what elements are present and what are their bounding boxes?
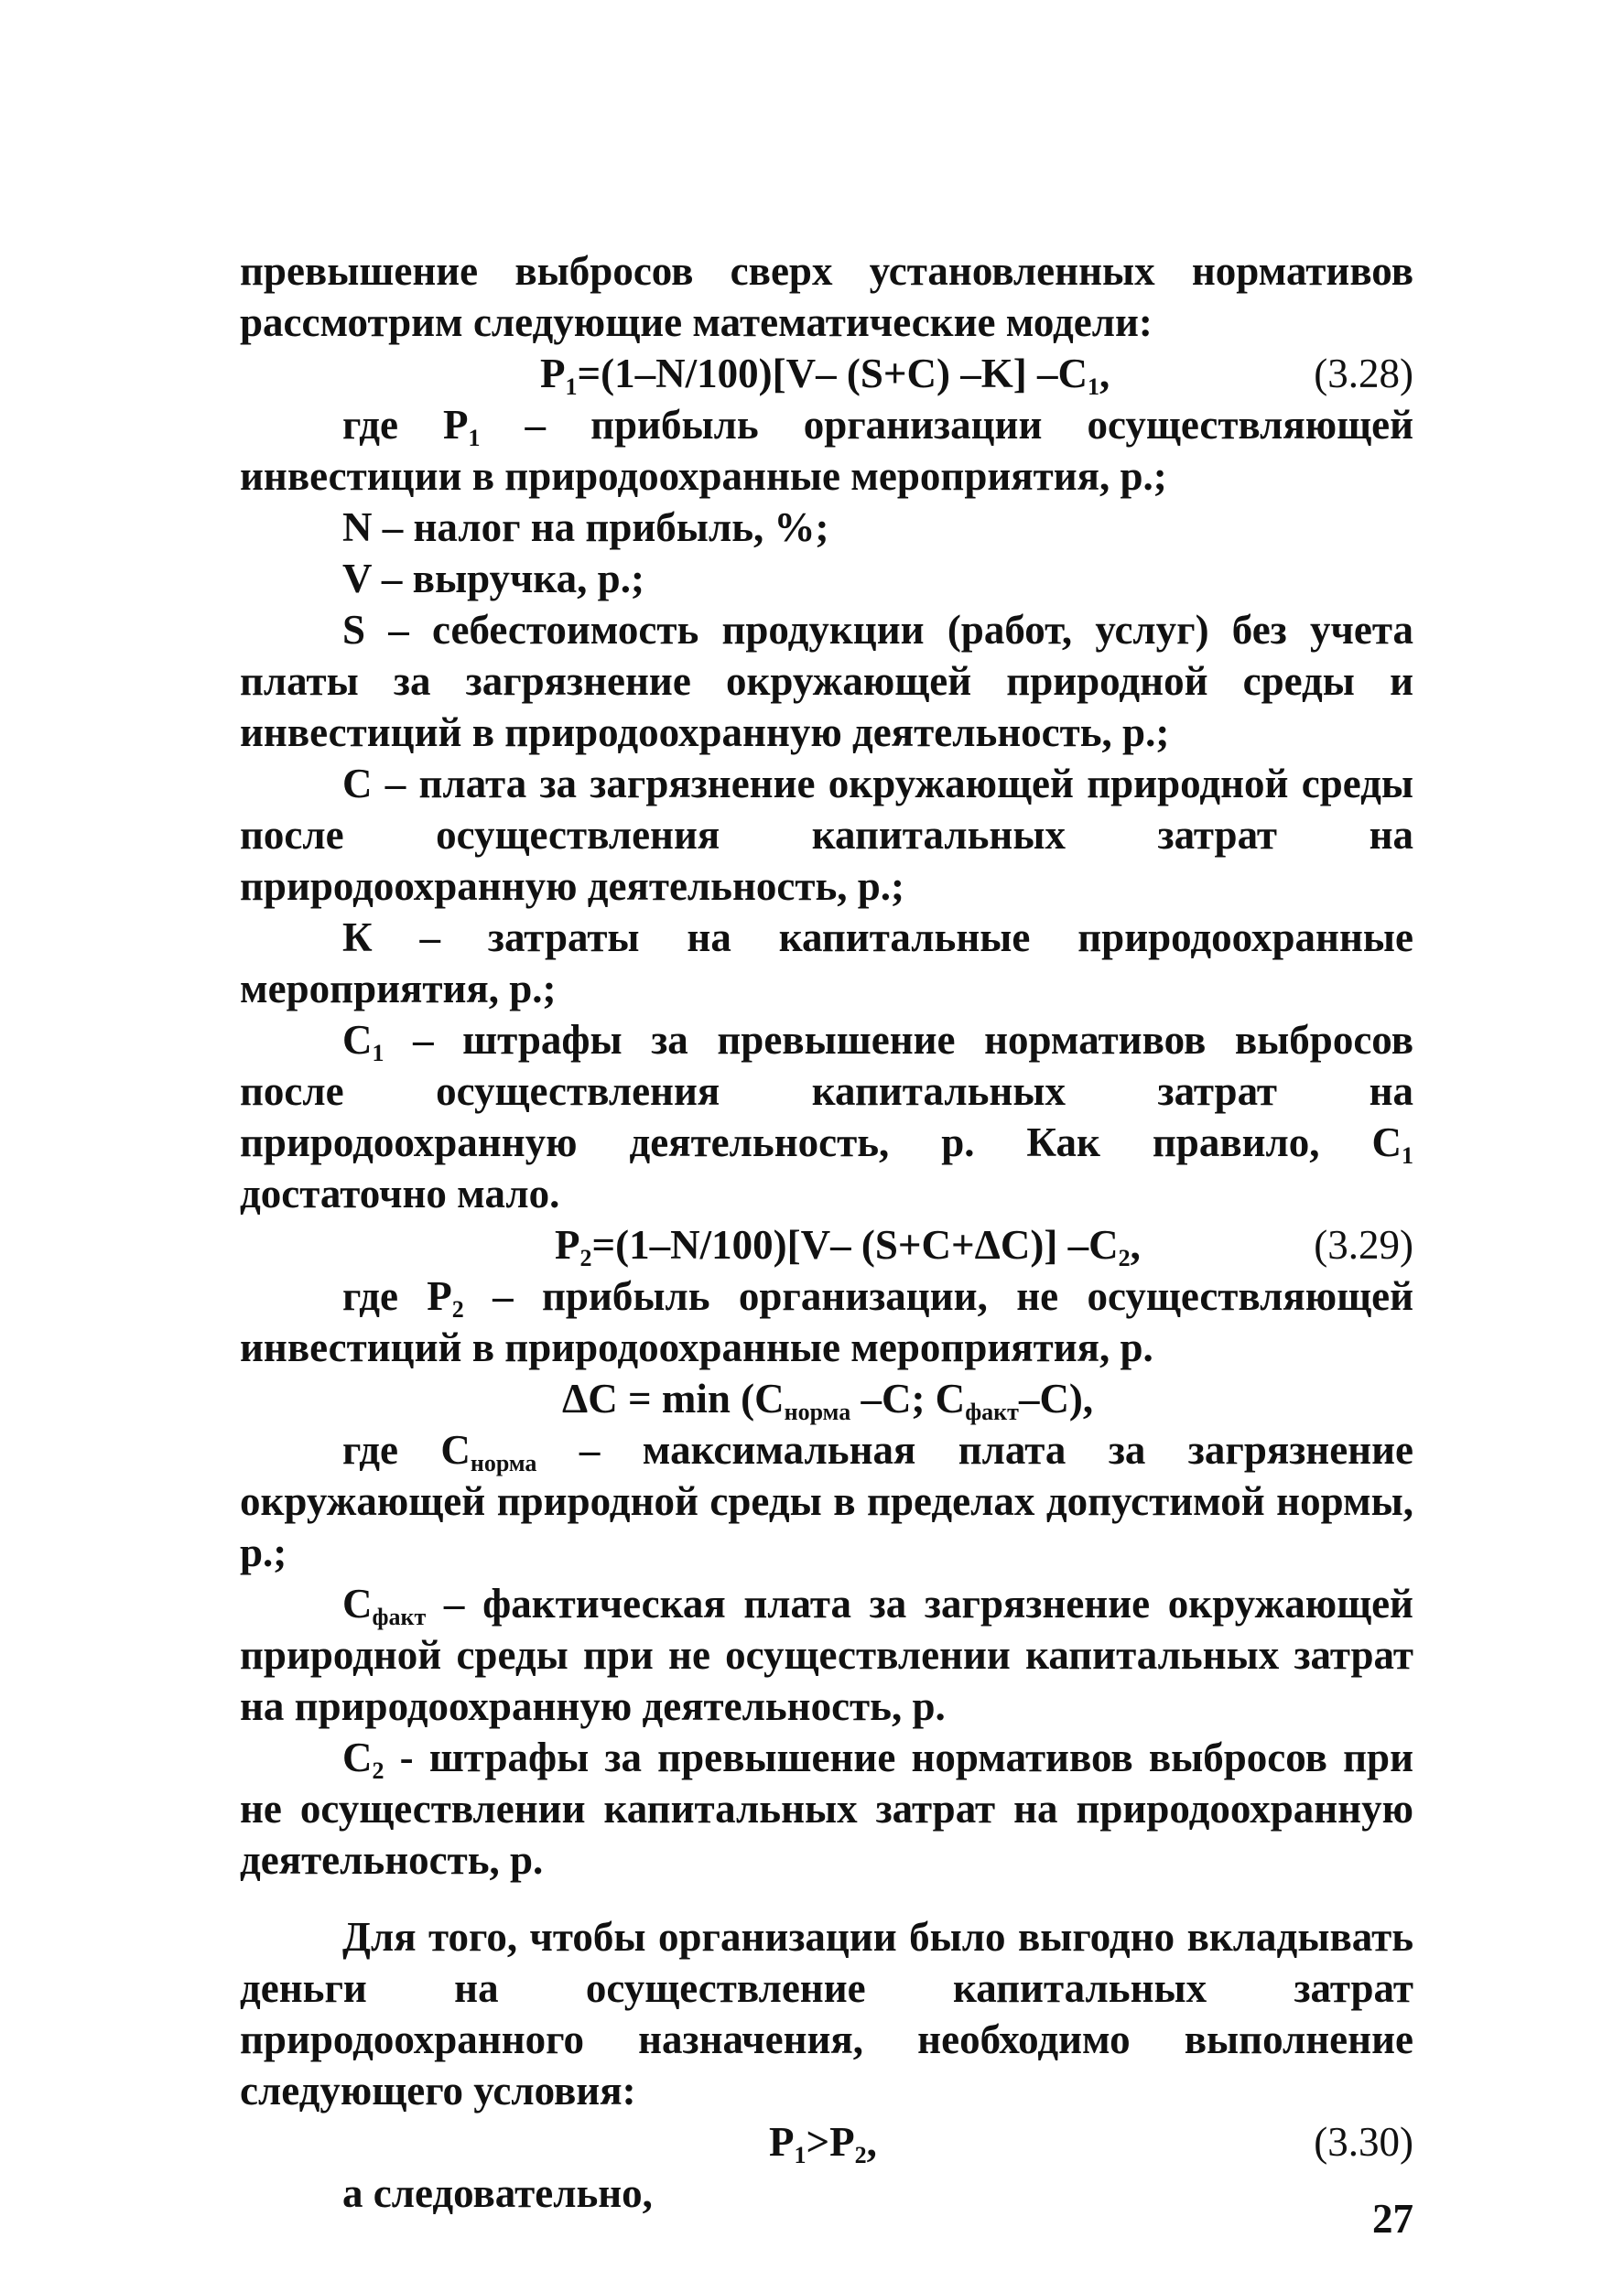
definition-k: К – затраты на капитальные природоохранные мероприятия, р.; [240,914,1413,1011]
paragraph-consequently: а следовательно, [342,2170,653,2216]
definition-v: V – выручка, р.; [342,556,644,601]
definition-c-norm: где $C_{норма}$ – максимальная плата за загрязнение окружающей природной среды в пределах допустимой нормы, р.; [240,1427,1414,1575]
paragraph-intro: превышение выбросов сверх установленных нормативов рассмотрим следующие математические модели: [240,248,1413,345]
definition-c: C – плата за загрязнение окружающей природной среды после осуществления капитальных затрат на природоохранную деятельность, р.; [240,761,1413,909]
formula-3-28 [240,348,1413,399]
formula-number: (3.28) [1314,351,1413,396]
definition-c-fact: $C_{факт}$ – фактическая плата за загрязнение окружающей природной среды при не осуществлении капитальных затрат на природоохранную деятельность, р. [240,1581,1413,1729]
definition-c2: $C_2$ - штрафы за превышение нормативов выбросов при не осуществлении капитальных затрат на природоохранную деятельность, р. [240,1735,1413,1883]
formula-expression: $P_1>P_2$, [769,2119,877,2168]
formula-expression: $P_2=(1-N/100)[V-$ (S+C+ΔC)] $-C_2$, [555,1222,1141,1271]
paragraph-condition: Для того, чтобы организации было выгодно вкладывать деньги на осуществление капитальных затрат природоохранного назначения, необходимо выполнение следующего условия: [240,1914,1413,2114]
definition-c1: $C_1$ – штрафы за превышение нормативов выбросов после осуществления капитальных затрат на природоохранную деятельность, р. Как правило, $C_1$ достаточно мало. [240,1017,1413,1216]
body-text [240,245,1413,2219]
definition-p1: где $P_1$ – прибыль организации осуществляющей инвестиции в природоохранные мероприятия, р.; [240,402,1414,499]
definition-n: N – налог на прибыль, %; [342,504,829,550]
page-number: 27 [1372,2196,1413,2242]
formula-number: (3.30) [1314,2119,1413,2165]
formula-delta-c [240,1373,1413,1424]
definition-p2: где $P_2$ – прибыль организации, не осуществляющей инвестиций в природоохранные мероприятия, р. [240,1273,1413,1370]
definition-s: S – себестоимость продукции (работ, услуг) без учета платы за загрязнение окружающей природной среды и инвестиций в природоохранную деятельность, р.; [240,607,1413,755]
formula-3-29 [240,1219,1413,1270]
formula-number: (3.29) [1314,1222,1413,1268]
formula-expression: $\Delta C = \min (C_{норма}$ –C; $C_{факт}-C$), [562,1376,1094,1425]
formula-3-30 [240,2116,1413,2168]
formula-expression: $P_1=(1-N/100)[V-$ (S+C) –K] $-C_1$, [540,351,1110,400]
